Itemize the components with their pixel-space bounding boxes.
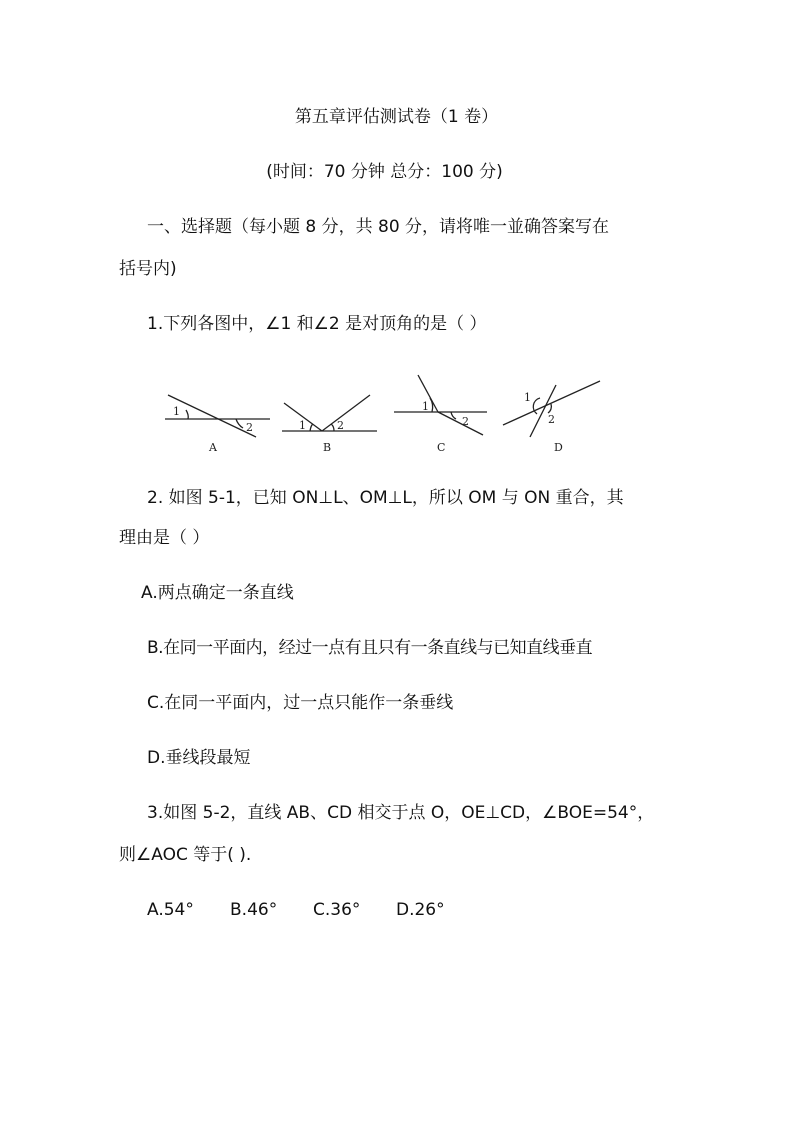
question-2-option-c: C.在同一平面内，过一点只能作一条垂线 bbox=[147, 693, 454, 713]
figure-b-angle2-label: 2 bbox=[337, 419, 344, 432]
section-heading-line1: 一、选择题（每小题 8 分，共 80 分，请将唯一並确答案写在 bbox=[147, 217, 610, 237]
figure-a-angle2-label: 2 bbox=[246, 421, 253, 434]
question-2-option-d: D.垂线段最短 bbox=[147, 748, 251, 768]
figure-b-angle1-label: 1 bbox=[299, 419, 306, 432]
question-2-line2: 理由是（ ） bbox=[119, 528, 210, 548]
question-3-option-d: D.26° bbox=[396, 900, 445, 920]
figure-c-angle1-label: 1 bbox=[422, 400, 429, 413]
question-3-option-c: C.36° bbox=[313, 900, 361, 920]
figure-d-angle1-label: 1 bbox=[524, 391, 531, 404]
figure-b-letter: B bbox=[323, 441, 332, 454]
figure-a-angle1-label: 1 bbox=[173, 405, 180, 418]
figure-c-angle2-label: 2 bbox=[462, 415, 469, 428]
question-2-line1: 2. 如图 5-1，已知 ON⊥L、OM⊥L，所以 OM 与 ON 重合，其 bbox=[147, 488, 624, 508]
question-3-line2: 则∠AOC 等于( ). bbox=[119, 845, 252, 865]
figure-c bbox=[394, 375, 487, 454]
section-heading-line2: 括号内) bbox=[119, 259, 177, 279]
question-2-option-a: A.两点确定一条直线 bbox=[141, 583, 294, 603]
figure-d bbox=[503, 381, 600, 454]
question-3-line1: 3.如图 5-2，直线 AB、CD 相交于点 O，OE⊥CD，∠BOE=54°， bbox=[147, 803, 655, 823]
question-3-option-a: A.54° bbox=[147, 900, 194, 920]
page-title: 第五章评估测试卷（1 卷） bbox=[294, 107, 499, 127]
question-1-stem: 1.下列各图中，∠1 和∠2 是对顶角的是（ ） bbox=[147, 314, 487, 334]
question-1-figures bbox=[0, 365, 793, 465]
figure-b bbox=[282, 395, 377, 454]
question-3-option-b: B.46° bbox=[230, 900, 278, 920]
figure-a-letter: A bbox=[209, 441, 217, 454]
question-2-option-b: B.在同一平面内，经过一点有且只有一条直线与已知直线垂直 bbox=[147, 638, 593, 658]
exam-info: (时间：70 分钟 总分：100 分) bbox=[266, 162, 503, 182]
figure-c-letter: C bbox=[437, 441, 446, 454]
figure-d-letter: D bbox=[554, 441, 563, 454]
figure-d-angle2-label: 2 bbox=[548, 413, 555, 426]
figure-a bbox=[165, 395, 270, 454]
